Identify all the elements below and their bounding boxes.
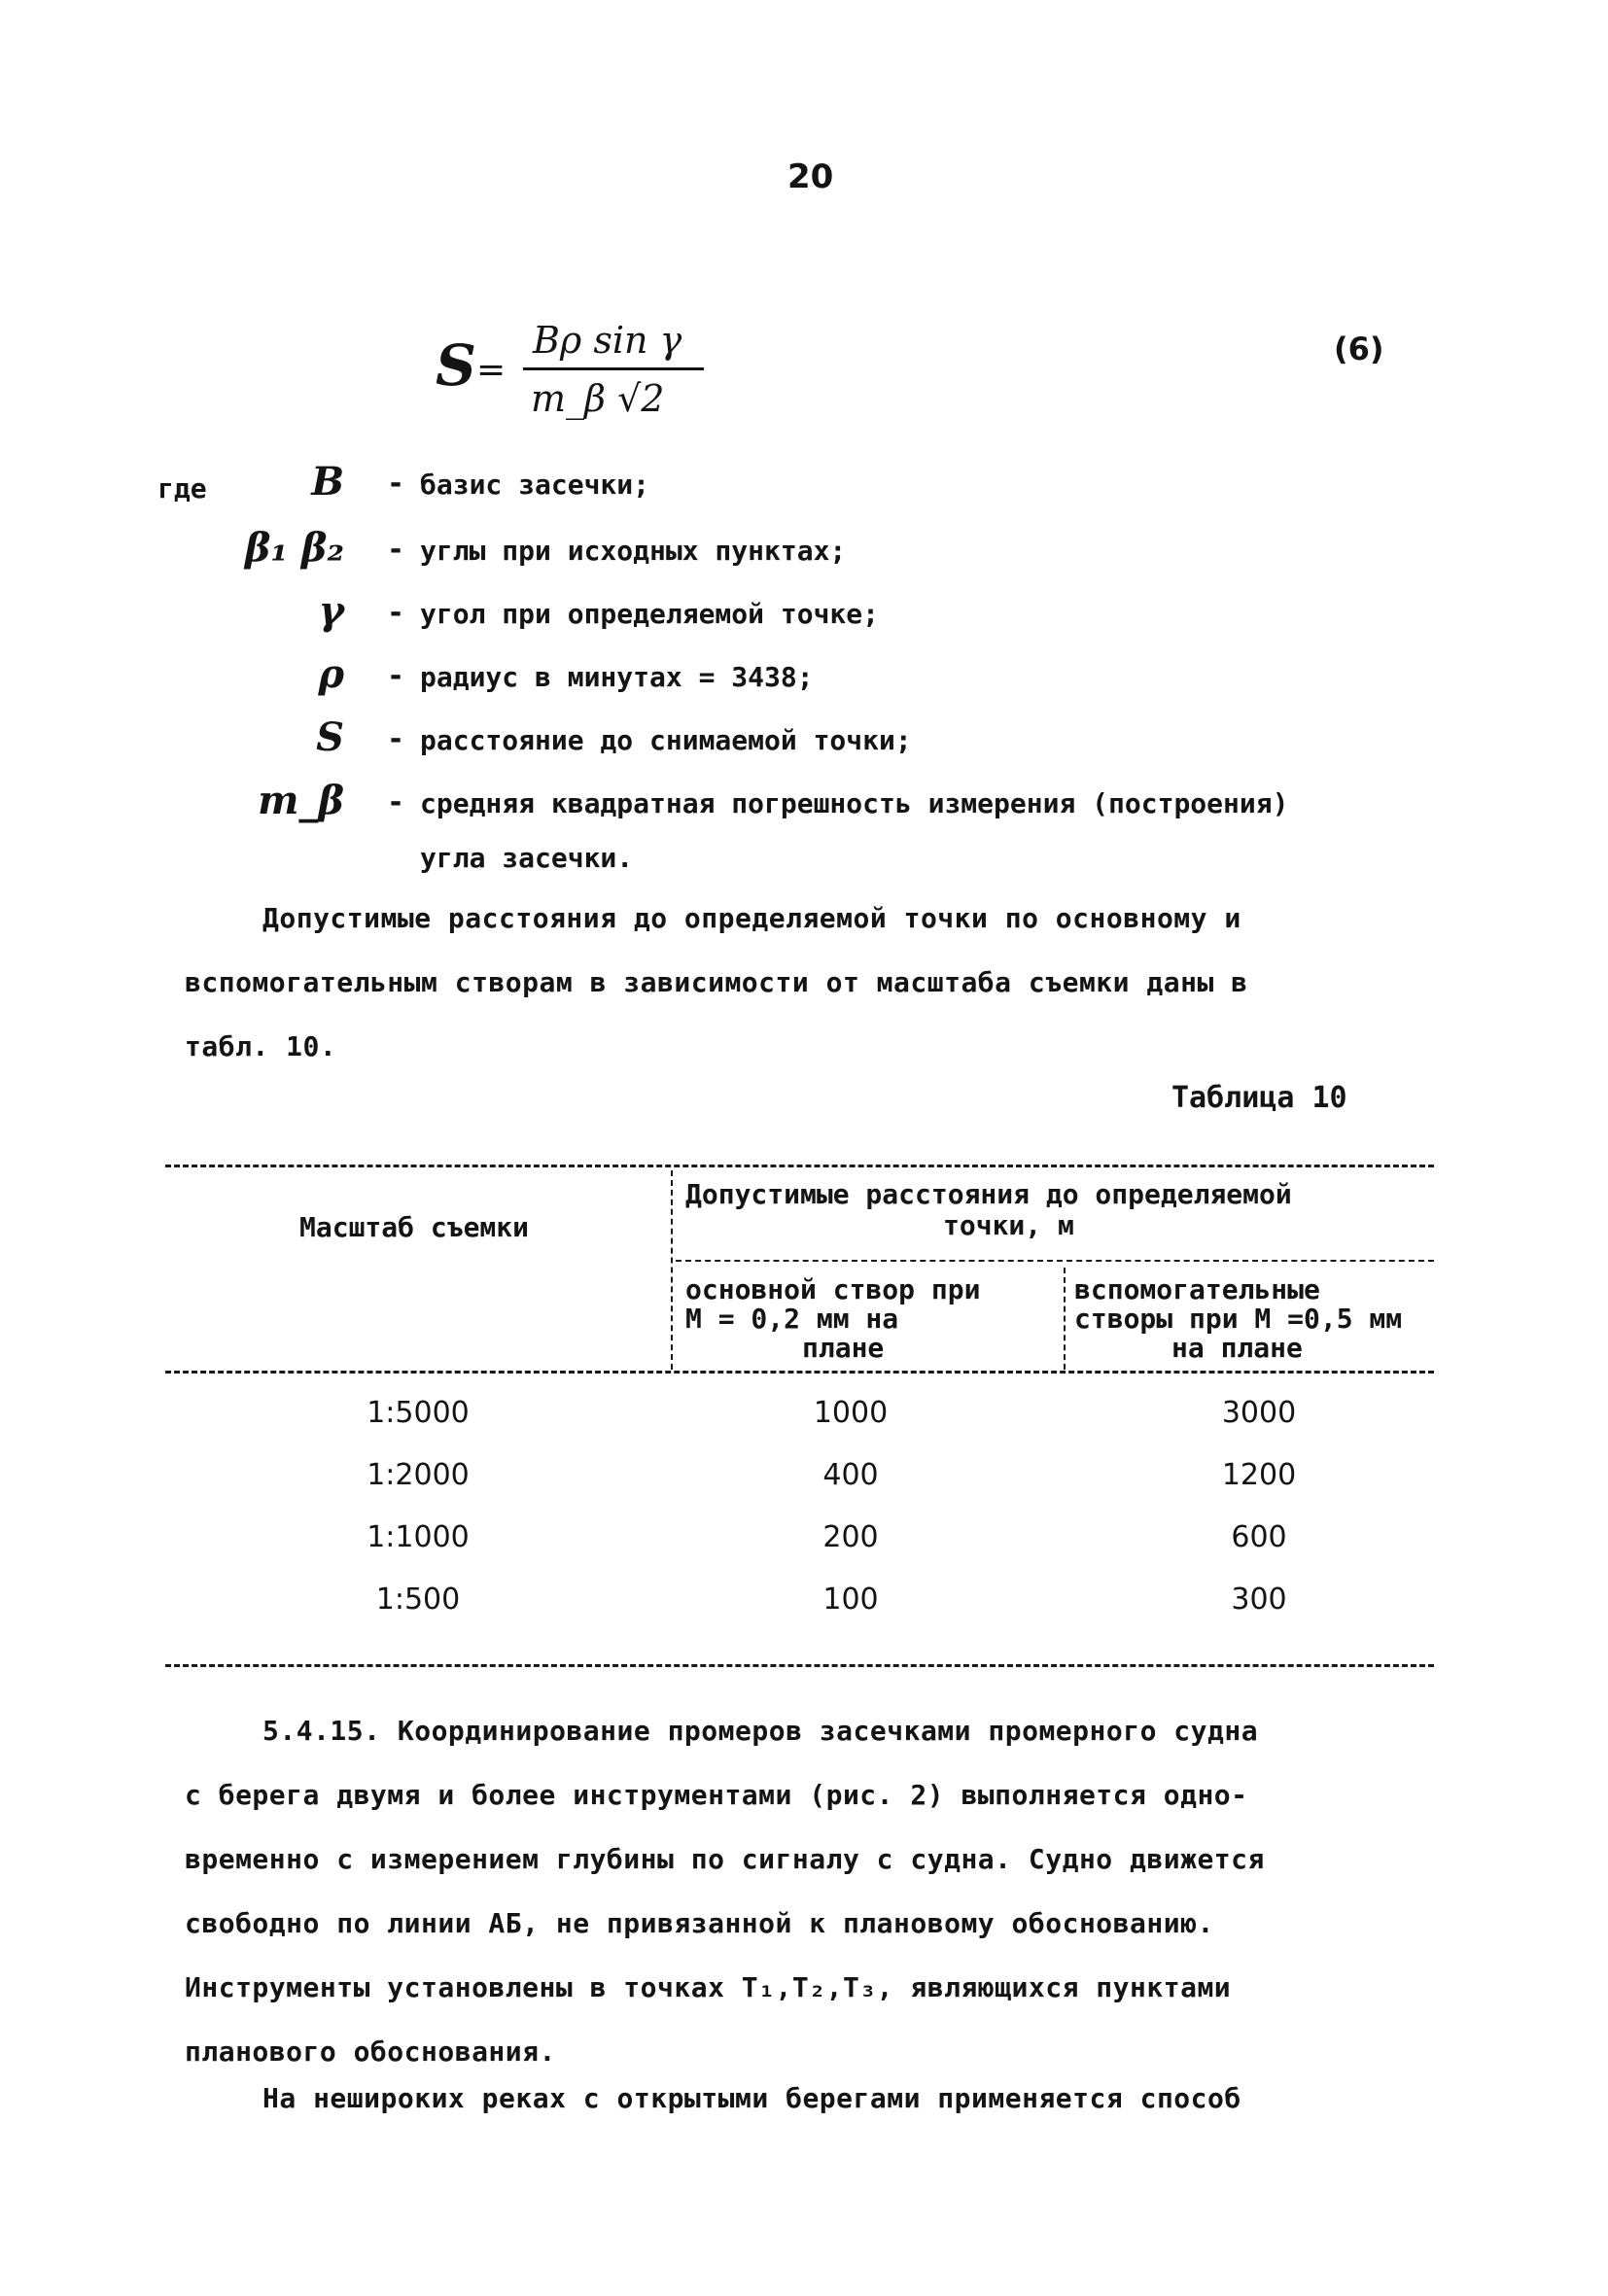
paragraph-line: свободно по линии АБ, не привязанной к плановому обоснованию. xyxy=(185,1907,1214,1939)
formula-denominator: m_β √2 xyxy=(531,377,665,420)
cell-main: 200 xyxy=(822,1520,879,1554)
legend-text: угол при определяемой точке; xyxy=(420,598,880,630)
column-divider xyxy=(671,1170,673,1370)
legend-symbol: B xyxy=(311,459,344,504)
legend-item xyxy=(0,588,1608,646)
paragraph-line: Инструменты установлены в точках T₁,T₂,T₃, являющихся пунктами xyxy=(185,1971,1232,2003)
legend-dash: - xyxy=(387,659,405,693)
table-caption: Таблица 10 xyxy=(1171,1081,1347,1115)
fraction-bar xyxy=(523,367,704,370)
legend-item xyxy=(0,714,1608,773)
legend-symbol: S xyxy=(316,714,344,760)
legend-dash: - xyxy=(387,785,405,819)
paragraph-line: временно с измерением глубины по сигналу с судна. Судно движется xyxy=(185,1843,1265,1875)
paragraph-line: табл. 10. xyxy=(185,1030,337,1062)
table-top-rule xyxy=(165,1165,1434,1167)
legend-text: средняя квадратная погрешность измерения (построения) xyxy=(420,787,1289,819)
legend-text: углы при исходных пунктах; xyxy=(420,535,847,567)
legend-dash: - xyxy=(387,533,405,567)
header-scale: Масштаб съемки xyxy=(299,1211,530,1243)
header-main-line2: M = 0,2 мм на xyxy=(685,1303,899,1335)
group-header-rule xyxy=(676,1260,1434,1262)
table-bottom-rule xyxy=(165,1664,1434,1667)
legend-item xyxy=(0,525,1608,583)
legend-dash: - xyxy=(387,722,405,756)
cell-scale: 1:1000 xyxy=(367,1520,470,1554)
paragraph-line: планового обоснования. xyxy=(185,2035,556,2068)
cell-scale: 1:5000 xyxy=(367,1396,470,1430)
table-header-rule xyxy=(165,1371,1434,1374)
legend-dash: - xyxy=(387,596,405,630)
formula-numerator: Bρ sin γ xyxy=(533,319,682,362)
legend-symbol: ρ xyxy=(318,651,344,697)
paragraph-line: вспомогательным створам в зависимости от масштаба съемки даны в xyxy=(185,966,1248,998)
header-group-line1: Допустимые расстояния до определяемой xyxy=(685,1178,1292,1210)
header-aux-line1: вспомогательные xyxy=(1074,1273,1320,1305)
page-number: 20 xyxy=(787,157,834,196)
legend-text: базис засечки; xyxy=(420,469,650,501)
cell-scale: 1:500 xyxy=(375,1583,461,1617)
cell-main: 100 xyxy=(822,1583,879,1617)
column-divider xyxy=(1064,1268,1066,1370)
legend-text: расстояние до снимаемой точки; xyxy=(420,724,912,756)
cell-aux: 300 xyxy=(1231,1583,1287,1617)
paragraph-methods xyxy=(185,2067,1458,2131)
cell-aux: 1200 xyxy=(1221,1458,1297,1492)
legend-item xyxy=(0,459,1608,517)
paragraph-intro xyxy=(185,887,1458,1079)
legend-item xyxy=(0,778,1608,836)
header-main-line1: основной створ при xyxy=(685,1273,981,1305)
legend-item xyxy=(0,651,1608,710)
formula-6 xyxy=(436,311,727,437)
header-aux-line2: створы при M =0,5 мм xyxy=(1074,1303,1403,1335)
legend-text: радиус в минутах = 3438; xyxy=(420,661,814,693)
header-main-line3: плане xyxy=(802,1332,885,1364)
paragraph-line: На неширокиx реках с открытыми берегами применяется способ xyxy=(262,2082,1241,2114)
where-word: где xyxy=(157,472,207,504)
legend-symbol: m_β xyxy=(258,778,344,823)
formula-lhs: S xyxy=(436,332,476,399)
cell-scale: 1:2000 xyxy=(367,1458,470,1492)
formula-number: (6) xyxy=(1334,330,1384,367)
legend-symbol: γ xyxy=(318,588,344,634)
cell-main: 400 xyxy=(822,1458,879,1492)
cell-main: 1000 xyxy=(813,1396,889,1430)
legend-continuation: угла засечки. xyxy=(420,842,634,874)
header-aux-line3: на плане xyxy=(1171,1332,1303,1364)
legend-dash: - xyxy=(387,467,405,501)
header-group-line2: точки, м xyxy=(943,1209,1074,1241)
paragraph-line: Допустимые расстояния до определяемой точки по основному и xyxy=(262,902,1241,934)
cell-aux: 600 xyxy=(1231,1520,1287,1554)
cell-aux: 3000 xyxy=(1221,1396,1297,1430)
formula-equals: = xyxy=(476,350,507,390)
paragraph-line: 5.4.15. Координирование промеров засечками промерного судна xyxy=(262,1715,1259,1747)
paragraph-line: с берега двумя и более инструментами (рис. 2) выполняется одно- xyxy=(185,1779,1248,1811)
paragraph-5-4-15 xyxy=(185,1699,1458,2084)
legend-symbol: β₁ β₂ xyxy=(244,525,344,571)
